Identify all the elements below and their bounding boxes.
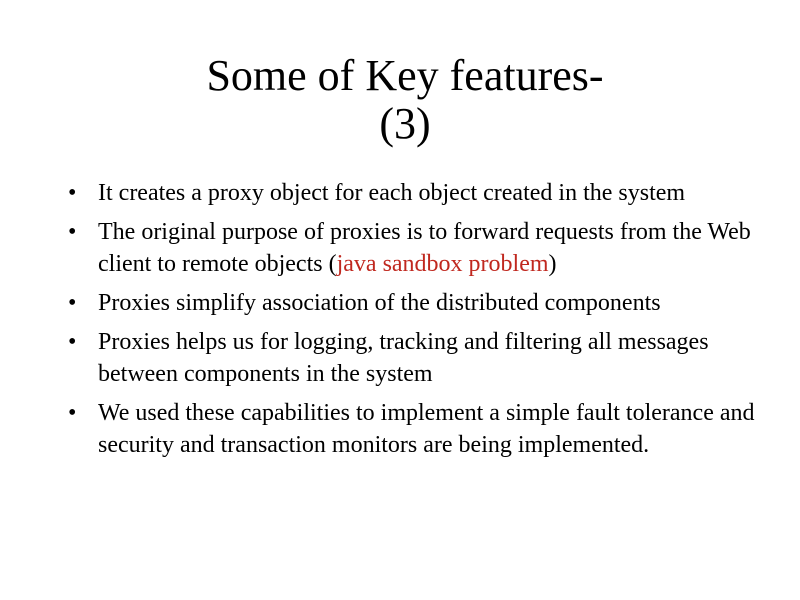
bullet-text-4: Proxies helps us for logging, tracking and filtering all messages between components in the system: [98, 329, 709, 387]
bullet-item-3: [0, 287, 760, 319]
slide-title-line-2: (3): [379, 99, 431, 148]
bullet-text-2-highlight: java sandbox problem: [336, 251, 549, 277]
bullet-dot-icon: •: [68, 290, 77, 316]
bullet-text-2-after: ): [548, 251, 557, 277]
bullet-item-5: [0, 397, 760, 461]
bullet-list: [0, 177, 760, 468]
bullet-text-3: Proxies simplify association of the distributed components: [98, 290, 661, 316]
bullet-text-1: It creates a proxy object for each object created in the system: [98, 180, 686, 206]
slide-title-line-1: Some of Key features-: [206, 51, 604, 100]
bullet-item-1: [0, 177, 760, 209]
bullet-text-2-before: The original purpose of proxies is to forward requests from the Web client to remote objects (: [98, 219, 751, 277]
bullet-item-4: [0, 326, 760, 390]
bullet-dot-icon: •: [68, 219, 77, 245]
bullet-text-5: We used these capabilities to implement a simple fault tolerance and security and transaction monitors are being implemented.: [98, 400, 755, 458]
bullet-dot-icon: •: [68, 180, 77, 206]
bullet-item-2: [0, 216, 760, 280]
slide-title: [100, 52, 710, 148]
bullet-dot-icon: •: [68, 400, 77, 426]
bullet-dot-icon: •: [68, 329, 77, 355]
